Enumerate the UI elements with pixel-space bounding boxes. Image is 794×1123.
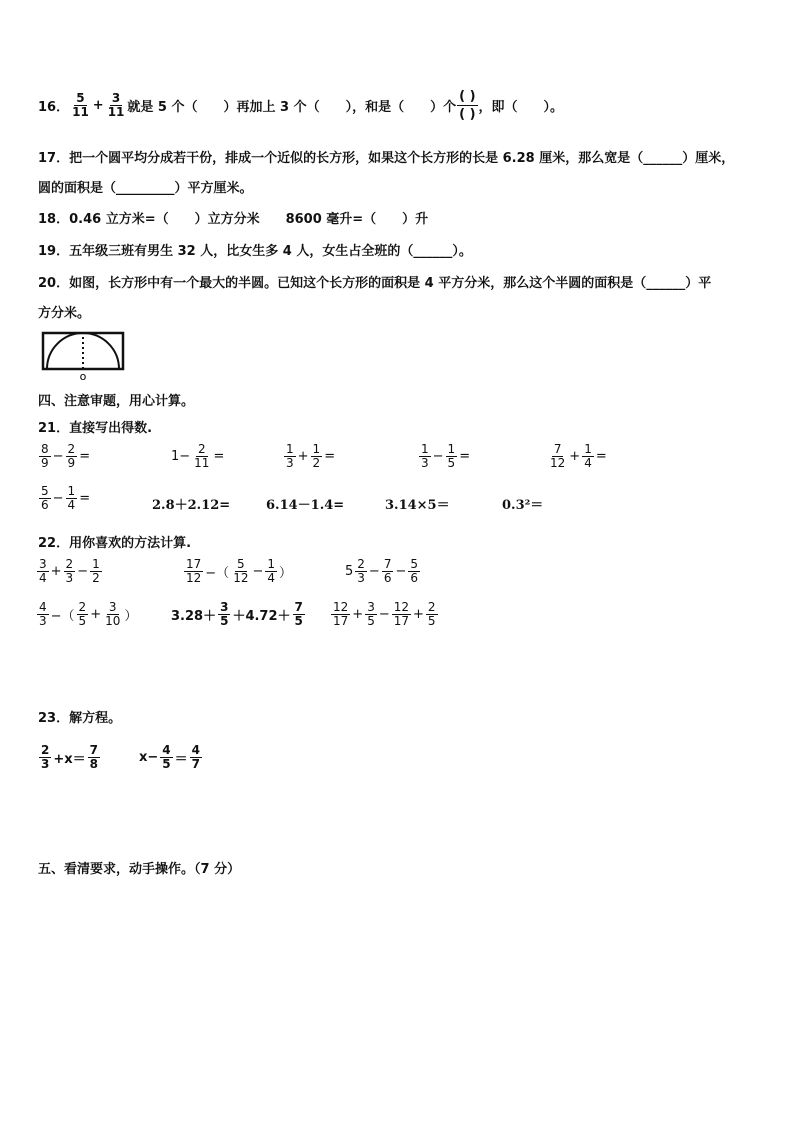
q23-equation-1: $\frac{2}{3}$ +x＝ $\frac{7}{8}$: [41, 743, 98, 771]
q21-expr-3: $\frac{1}{3}$ + $\frac{1}{2}$ =: [286, 442, 336, 470]
question-20-line2: 方分米。: [38, 306, 91, 321]
q21-expr-8: 6.14－1.4=: [266, 498, 345, 513]
question-17-line1: 17．把一个圆平均分成若干份，排成一个近似的长方形，如果这个长方形的长是 6.28 厘米，那么宽是（______）厘米，: [38, 151, 735, 166]
question-21-title: 21．直接写出得数.: [38, 421, 153, 436]
q22-expr-5: 3.28＋ $\frac{3}{5}$ ＋4.72＋ $\frac{7}{5}$: [171, 600, 303, 628]
q22-expr-1: $\frac{3}{4}$ + $\frac{2}{3}$ − $\frac{1}{2}$: [39, 557, 100, 585]
q21-expr-6: $\frac{5}{6}$ − $\frac{1}{4}$ =: [41, 484, 91, 512]
q16-tail: ，即（ ）。: [478, 100, 564, 115]
section-4-heading: 四、注意审题，用心计算。: [38, 394, 195, 409]
q16-text: 就是 5 个（ ）再加上 3 个（ ），和是（ ）个: [127, 100, 457, 115]
q21-expr-4: $\frac{1}{3}$ − $\frac{1}{5}$ =: [421, 442, 471, 470]
question-23-title: 23．解方程。: [38, 711, 122, 726]
question-18: 18．0.46 立方米=（ ）立方分米 8600 毫升=（ ）升: [38, 212, 429, 227]
rectangle-semicircle-figure: [40, 330, 126, 382]
question-17-line2: 圆的面积是（_________）平方厘米。: [38, 181, 253, 196]
question-16: [38, 88, 563, 123]
blank-fraction: $\frac{( )}{( )}$: [459, 89, 476, 122]
q16-number: 16．: [38, 100, 70, 115]
fraction: $\frac{3}{11}$: [107, 91, 125, 119]
q22-expr-6: $\frac{12}{17}$ + $\frac{3}{5}$ − $\frac{12}{17}$ + $\frac{2}{5}$: [333, 600, 436, 628]
plus-sign: +: [92, 98, 104, 113]
q21-expr-2: 1− $\frac{2}{11}$ =: [171, 442, 225, 470]
question-19: 19．五年级三班有男生 32 人，比女生多 4 人，女生占全班的（______）。: [38, 244, 472, 259]
q23-equation-2: x− $\frac{4}{5}$ ＝ $\frac{4}{7}$: [139, 743, 201, 771]
q22-expr-3: 5 $\frac{2}{3}$ − $\frac{7}{6}$ − $\frac{5}{6}$: [345, 557, 419, 585]
q21-expr-10: 0.3²＝: [502, 498, 544, 513]
q22-expr-4: $\frac{4}{3}$ −（ $\frac{2}{5}$ + $\frac{3}{10}$ ）: [39, 600, 138, 628]
question-20-line1: 20．如图，长方形中有一个最大的半圆。已知这个长方形的面积是 4 平方分米，那么这个半圆的面积是（______）平: [38, 276, 712, 291]
q21-expr-9: 3.14×5＝: [385, 498, 450, 513]
question-22-title: 22．用你喜欢的方法计算.: [38, 536, 192, 551]
section-5-heading: 五、看清要求，动手操作。（7 分）: [38, 862, 241, 877]
q22-expr-2: $\frac{17}{12}$ −（ $\frac{5}{12}$ − $\frac{1}{4}$ ）: [186, 557, 293, 585]
q21-expr-7: 2.8＋2.12=: [152, 498, 231, 513]
fraction: $\frac{5}{11}$: [72, 91, 89, 119]
q21-expr-5: $\frac{7}{12}$ + $\frac{1}{4}$ =: [550, 442, 607, 470]
q21-expr-1: $\frac{8}{9}$ − $\frac{2}{9}$ =: [41, 442, 91, 470]
center-label: o: [79, 370, 87, 382]
